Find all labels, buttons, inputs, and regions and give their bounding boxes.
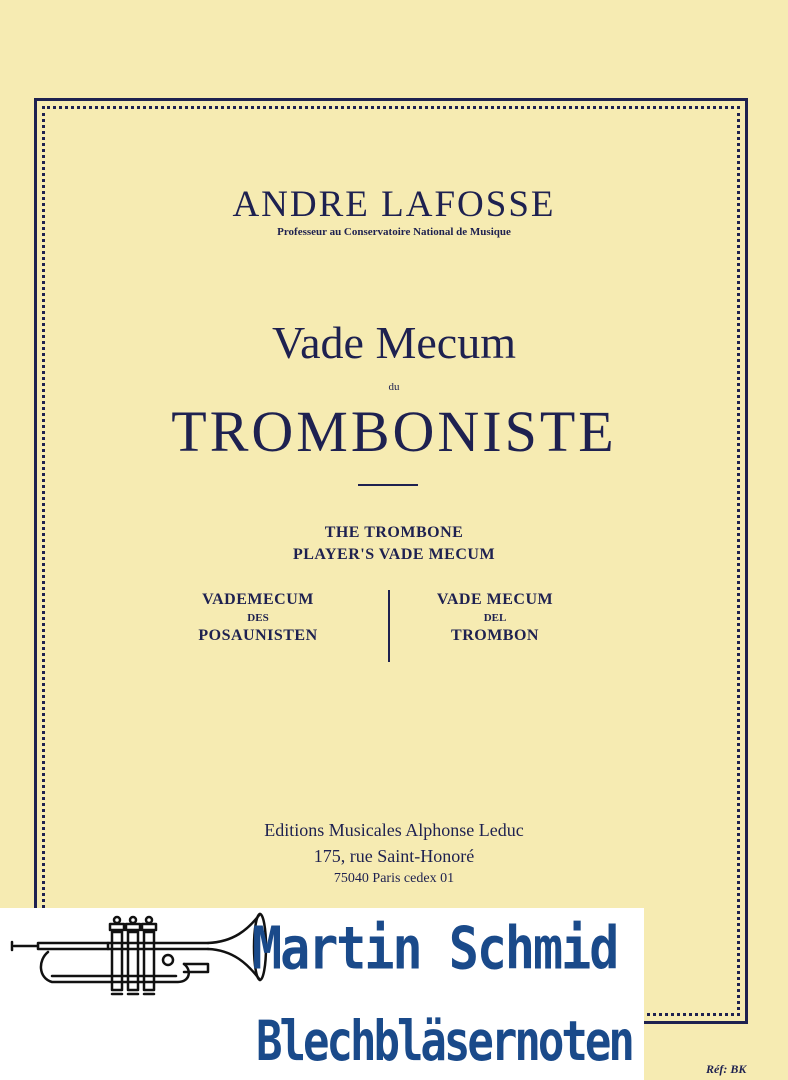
german-title (128, 590, 388, 646)
english-title-line-2: PLAYER'S VADE MECUM (292, 546, 496, 563)
reference-code: Réf: BK (706, 1062, 747, 1076)
spanish-title (365, 590, 625, 646)
title-line-1: Vade Mecum (272, 317, 516, 368)
trumpet-icon (8, 912, 288, 1002)
shop-name: Martin Schmid (252, 914, 618, 983)
title-divider (358, 484, 418, 486)
spanish-title-line-2: DEL (483, 612, 507, 624)
title-du: du (388, 381, 400, 393)
english-title-line-1: THE TROMBONE (324, 524, 464, 541)
german-title-line-1: VADEMECUM (202, 591, 314, 608)
title-line-2: TROMBONISTE (171, 399, 617, 464)
publisher-city: 75040 Paris cedex 01 (333, 871, 455, 886)
author-name: ANDRE LAFOSSE (232, 184, 556, 225)
author-subtitle: Professeur au Conservatoire National de Musique (277, 226, 511, 238)
publisher-name: Editions Musicales Alphonse Leduc (264, 820, 524, 840)
spanish-title-line-3: TROMBON (451, 627, 539, 644)
spanish-title-line-1: VADE MECUM (436, 591, 554, 608)
shop-tagline: Blechbläsernoten (256, 1010, 632, 1074)
german-title-line-3: POSAUNISTEN (198, 627, 318, 644)
german-title-line-2: DES (247, 612, 269, 624)
publisher-street: 175, rue Saint-Honoré (313, 846, 475, 866)
